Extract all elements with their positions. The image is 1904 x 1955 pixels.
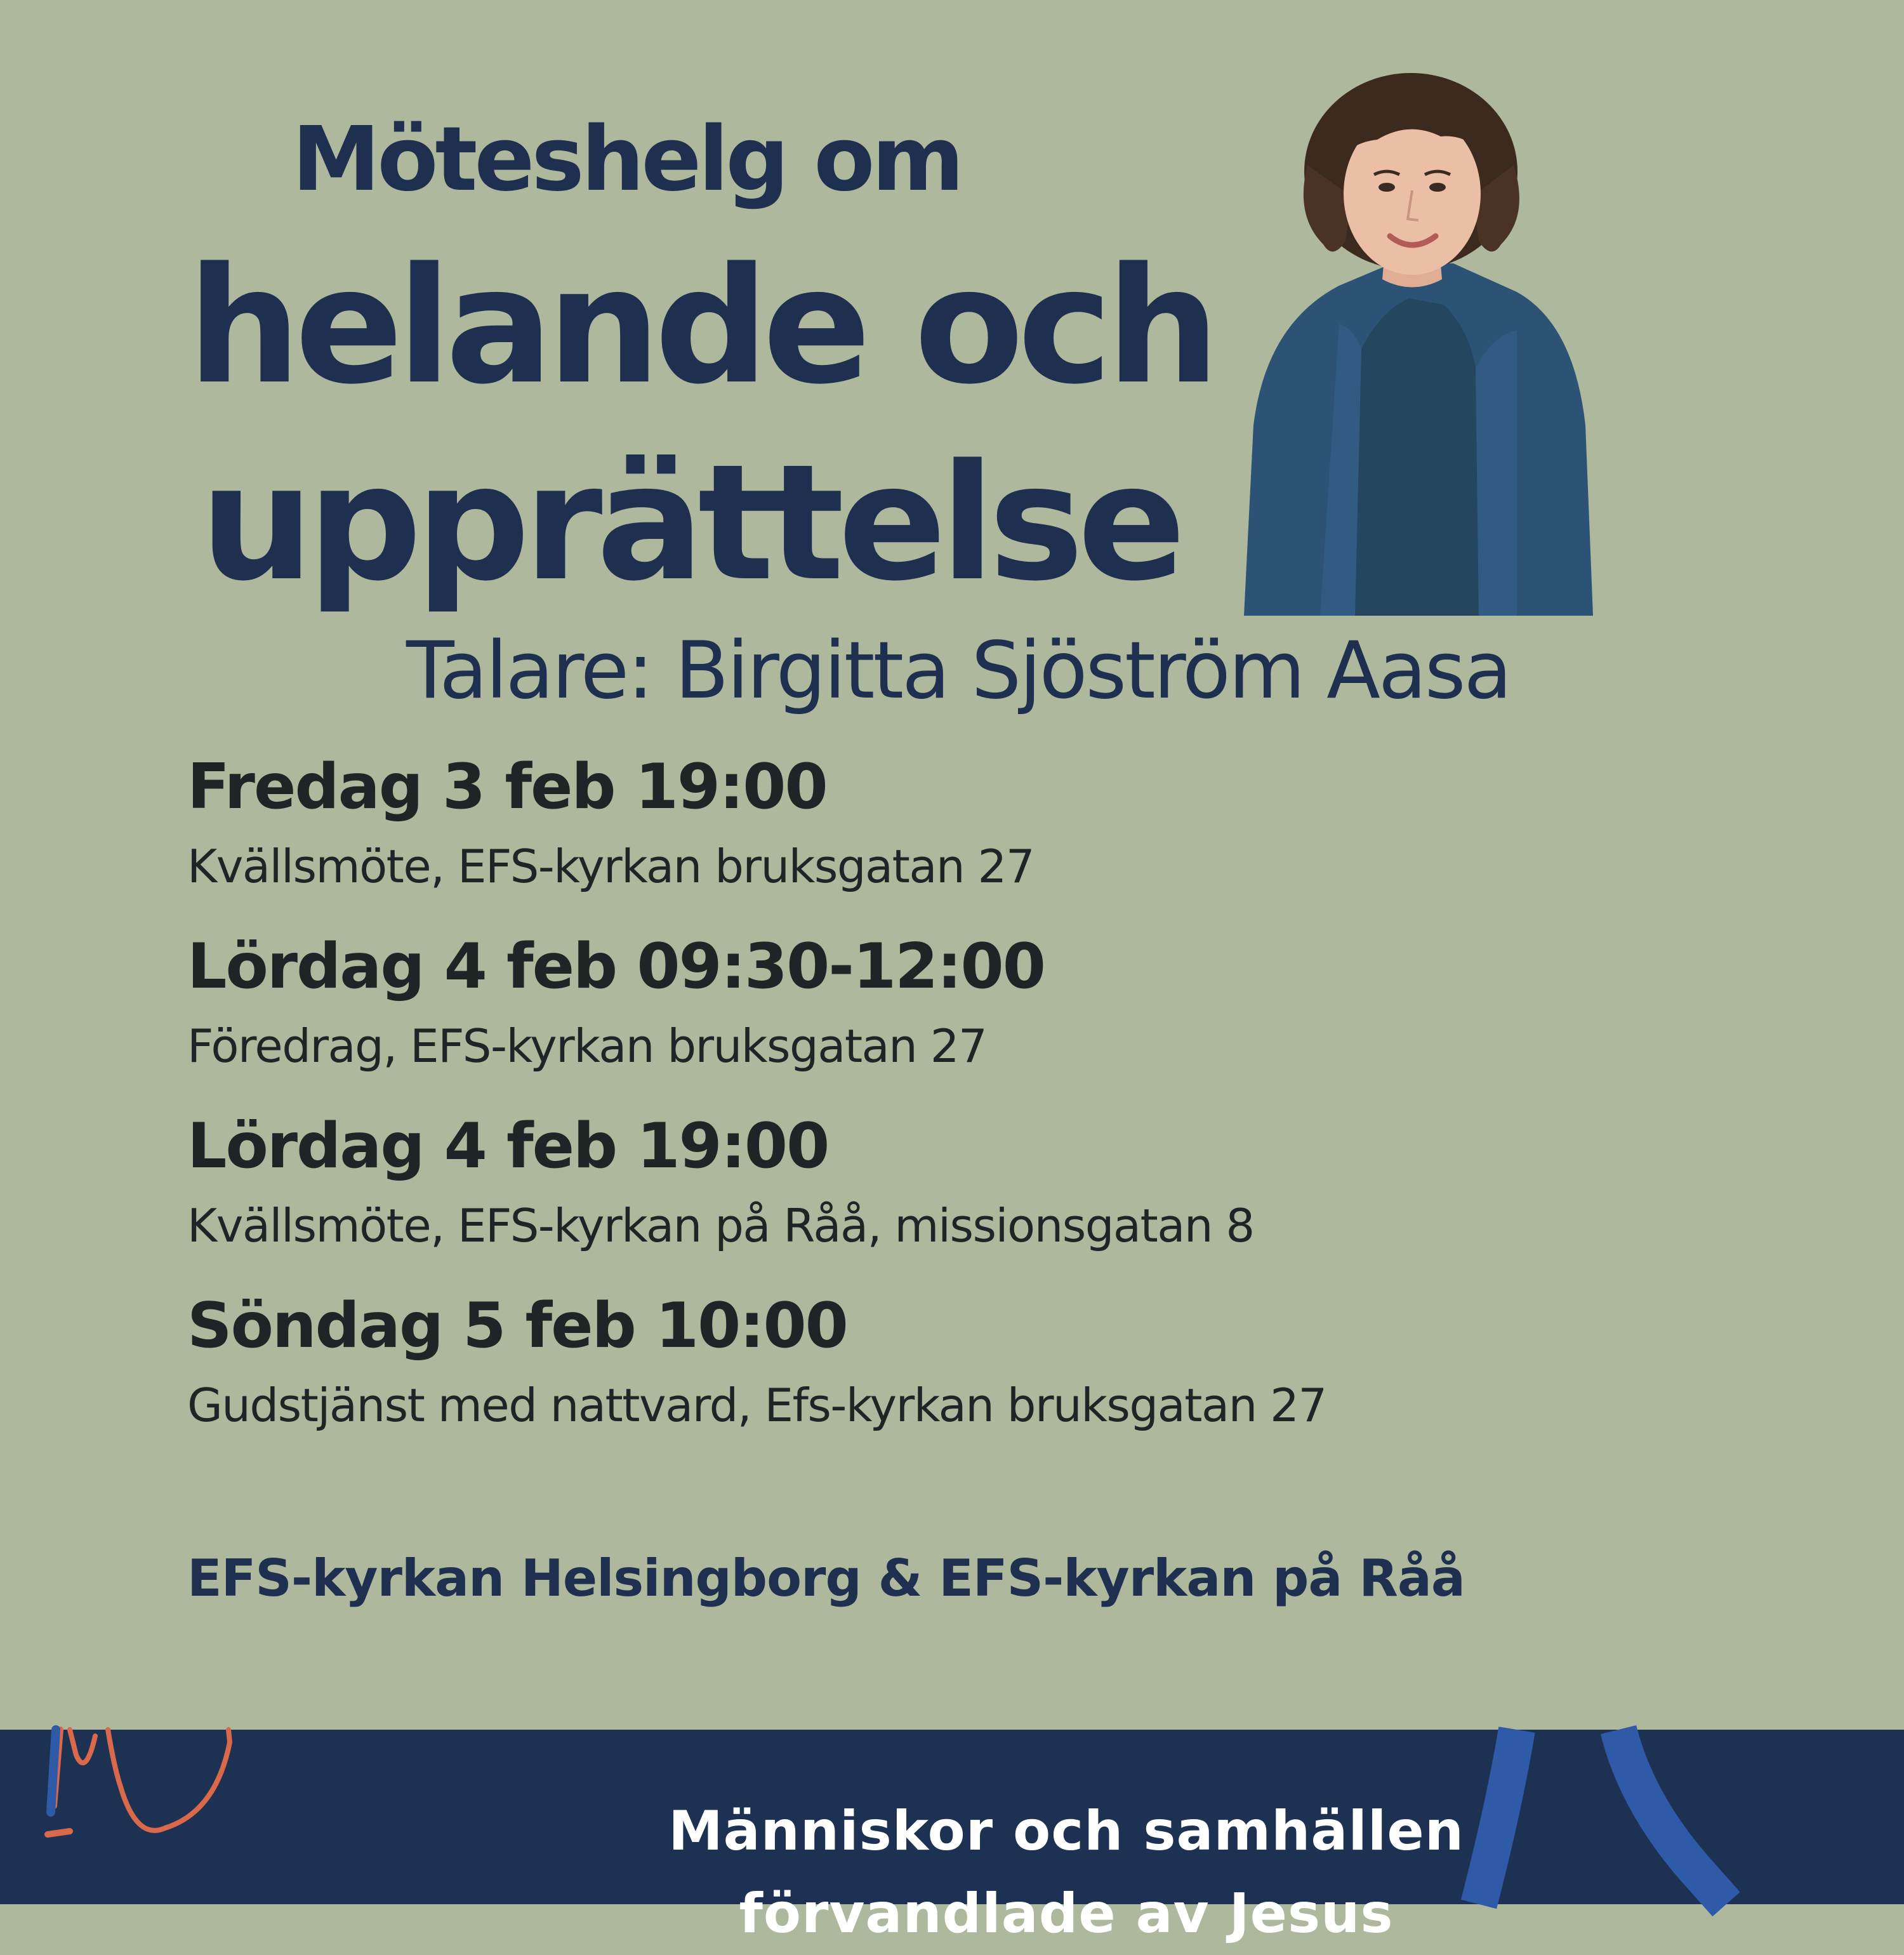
footer-tagline-line-1: Människor och samhällen (668, 1799, 1464, 1863)
event-datetime: Lördag 4 feb 09:30-12:00 (187, 931, 1045, 1003)
footer-tagline (0, 1790, 1904, 1955)
event-description: Kvällsmöte, EFS-kyrkan bruksgatan 27 (187, 840, 1035, 893)
event-datetime: Söndag 5 feb 10:00 (187, 1290, 847, 1362)
footer-tagline-line-2: förvandlade av Jesus (739, 1882, 1394, 1945)
title-line-2: upprättelse (200, 430, 1180, 616)
event-description: Kvällsmöte, EFS-kyrkan på Råå, missionsgatan 8 (187, 1199, 1254, 1252)
event-description: Föredrag, EFS-kyrkan bruksgatan 27 (187, 1019, 987, 1073)
schedule-list (187, 749, 1710, 1468)
schedule-item (187, 929, 1710, 1108)
title-small: Möteshelg om (292, 108, 962, 211)
footer-band (0, 1730, 1904, 1945)
organizers: EFS-kyrkan Helsingborg & EFS-kyrkan på Råå (187, 1549, 1465, 1608)
schedule-item (187, 1108, 1710, 1288)
speaker-photo (1219, 70, 1606, 616)
title-line-1: helande och (187, 234, 1214, 420)
event-description: Gudstjänst med nattvard, Efs-kyrkan bruksgatan 27 (187, 1379, 1326, 1432)
schedule-item (187, 749, 1710, 929)
main-title (187, 229, 1213, 622)
schedule-item (187, 1288, 1710, 1468)
event-datetime: Fredag 3 feb 19:00 (187, 751, 827, 823)
event-datetime: Lördag 4 feb 19:00 (187, 1110, 829, 1183)
speaker-name: Talare: Birgitta Sjöström Aasa (406, 625, 1511, 717)
